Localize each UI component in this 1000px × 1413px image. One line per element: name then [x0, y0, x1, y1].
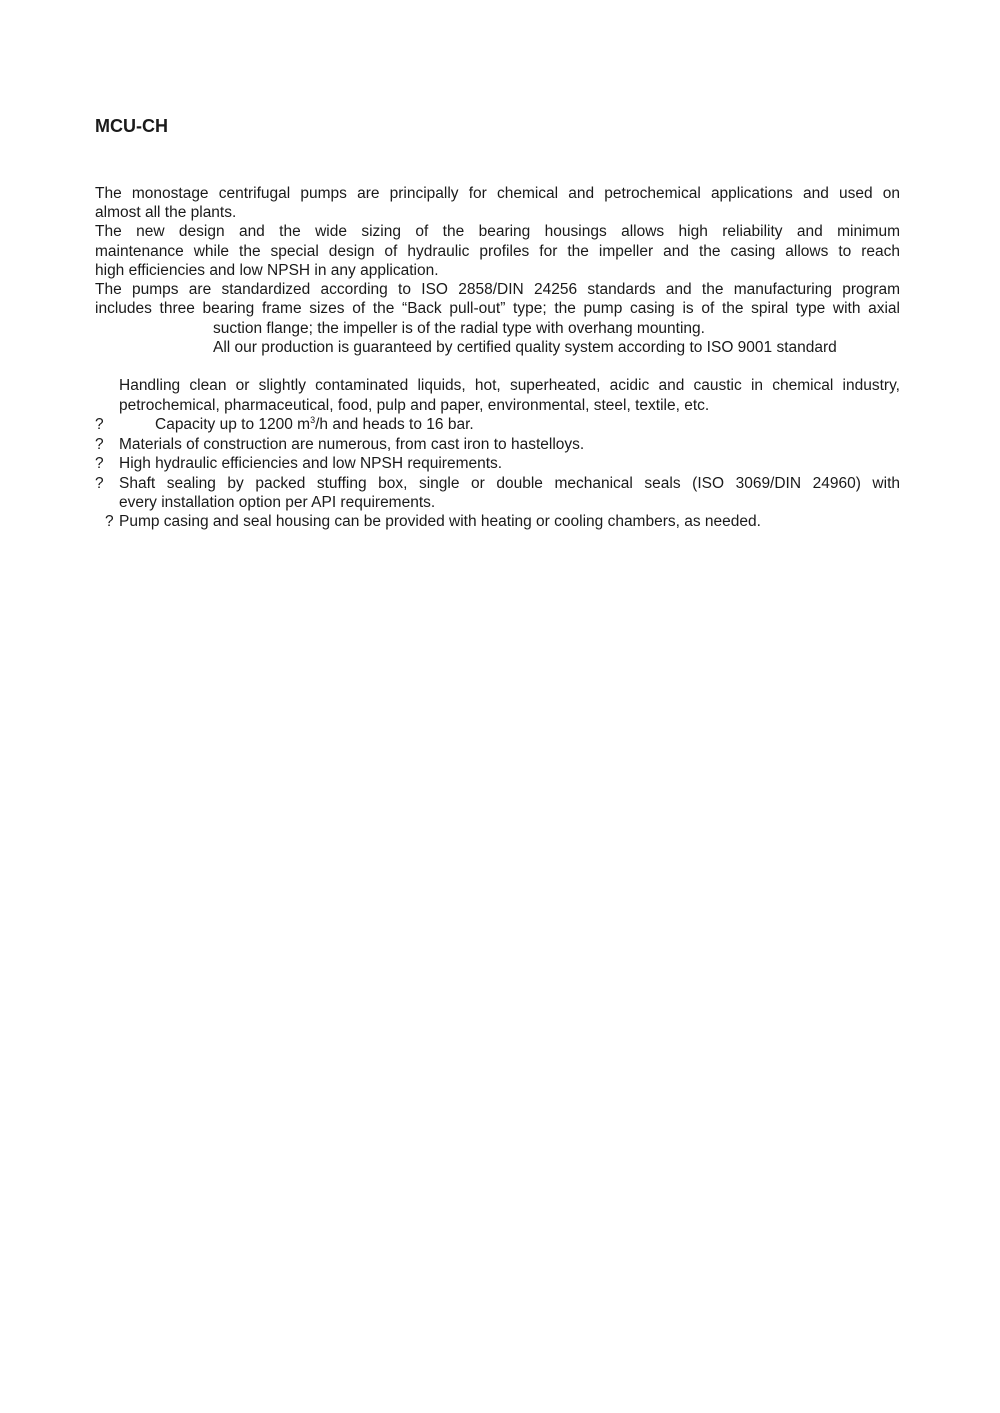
bullet-glyph: ? — [95, 455, 104, 472]
feature-2-text-pre: Capacity up to 1200 m — [155, 416, 311, 433]
bullet-glyph: ? — [95, 475, 104, 492]
feature-2-superscript: 3 — [310, 415, 316, 425]
feature-2-text-post: /h and heads to 16 bar. — [315, 416, 474, 433]
intro-paragraph-2-line-2: maintenance while the special design of hydraulic profiles for the impeller and the casing allows to reach — [95, 243, 900, 260]
feature-4-text: High hydraulic efficiencies and low NPSH requirements. — [119, 455, 503, 472]
intro-paragraph-1-line-1: The monostage centrifugal pumps are principally for chemical and petrochemical applications and used on — [95, 185, 900, 202]
feature-2-text — [155, 415, 474, 434]
intro-paragraph-3-line-1: The pumps are standardized according to ISO 2858/DIN 24256 standards and the manufacturing program — [95, 281, 900, 298]
feature-1-line-1: Handling clean or slightly contaminated liquids, hot, superheated, acidic and caustic in chemical industry, — [119, 377, 900, 394]
quality-statement: All our production is guaranteed by certified quality system according to ISO 9001 standard — [213, 339, 837, 356]
intro-paragraph-2-line-3: high efficiencies and low NPSH in any application. — [95, 262, 439, 279]
intro-paragraph-1-line-2: almost all the plants. — [95, 204, 237, 221]
bullet-glyph: ? — [105, 513, 114, 530]
feature-5-line-2: every installation option per API requirements. — [119, 494, 436, 511]
intro-paragraph-3-line-3: suction flange; the impeller is of the radial type with overhang mounting. — [213, 320, 705, 337]
document-title: MCU-CH — [95, 116, 168, 136]
intro-paragraph-3-line-2: includes three bearing frame sizes of the “Back pull-out” type; the pump casing is of the spiral type with axial — [95, 300, 900, 317]
feature-5-line-1: Shaft sealing by packed stuffing box, single or double mechanical seals (ISO 3069/DIN 24960) with — [119, 475, 900, 492]
intro-paragraph-2-line-1: The new design and the wide sizing of the bearing housings allows high reliability and minimum — [95, 223, 900, 240]
feature-6-text: Pump casing and seal housing can be provided with heating or cooling chambers, as needed. — [119, 513, 761, 530]
feature-3-text: Materials of construction are numerous, from cast iron to hastelloys. — [119, 436, 585, 453]
bullet-glyph: ? — [95, 416, 104, 433]
feature-1-line-2: petrochemical, pharmaceutical, food, pulp and paper, environmental, steel, textile, etc. — [119, 397, 710, 414]
bullet-glyph: ? — [95, 436, 104, 453]
